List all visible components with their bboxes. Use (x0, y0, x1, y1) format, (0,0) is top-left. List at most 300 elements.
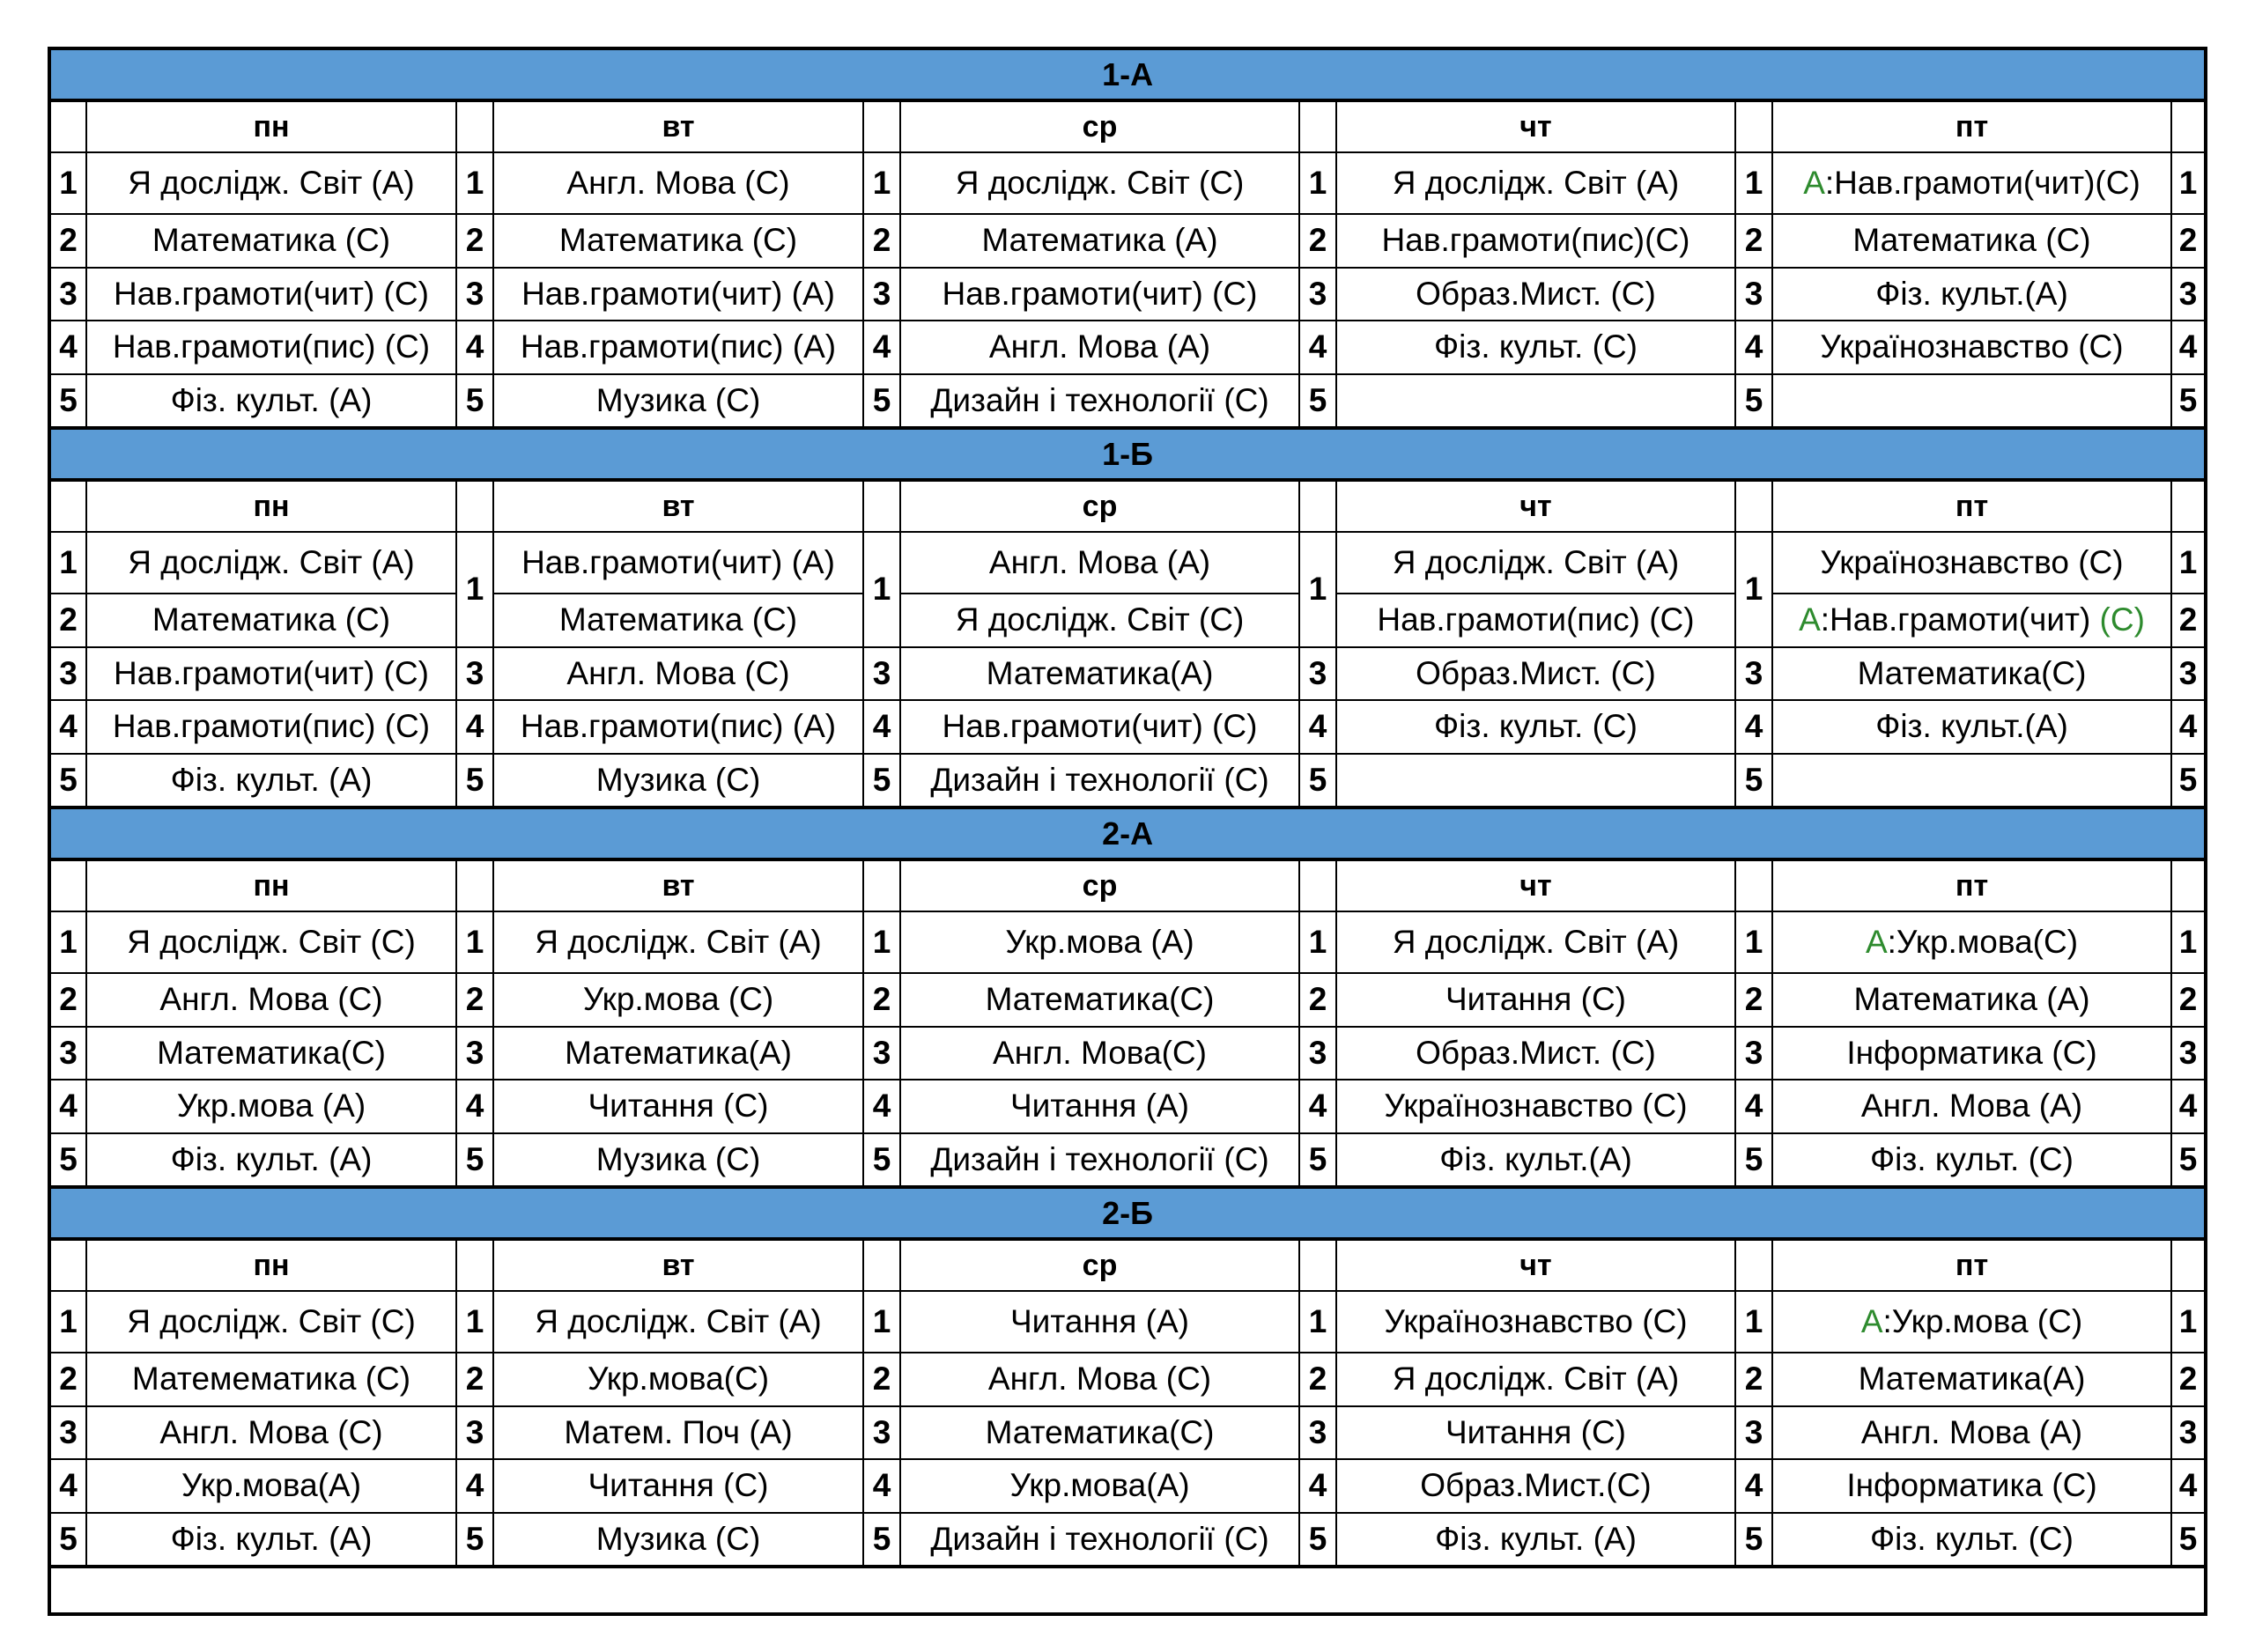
subject-cell (900, 1459, 1299, 1513)
subject-text: Математика (А) (981, 222, 1218, 259)
subject-cell (1772, 1513, 2171, 1567)
subject-text: Читання (С) (1445, 1413, 1626, 1450)
subject-cell (1772, 374, 2171, 429)
period-number-header (49, 859, 86, 911)
subject-text: Укр.мова(С) (587, 1361, 770, 1398)
day-header-пн: пн (86, 480, 456, 532)
subject-text: Читання (А) (1010, 1303, 1189, 1339)
period-number: 4 (863, 321, 900, 374)
period-number-header (2171, 859, 2206, 911)
period-number: 5 (49, 1513, 86, 1567)
period-number: 2 (1299, 973, 1336, 1027)
subject-cell (900, 1406, 1299, 1460)
subject-cell (900, 1080, 1299, 1133)
subject-cell (86, 911, 456, 973)
subject-cell (493, 268, 863, 321)
day-header-пн: пн (86, 1239, 456, 1291)
class-banner-row (49, 48, 2206, 100)
subject-cell (493, 152, 863, 214)
period-number: 4 (1299, 1459, 1336, 1513)
subject-text: Дизайн і технології (С) (930, 761, 1269, 798)
subject-text: Математика (С) (558, 222, 798, 259)
subject-cell (900, 700, 1299, 754)
period-number: 3 (2171, 268, 2206, 321)
subject-text: Англ. Мова (А) (1860, 1413, 2083, 1450)
lesson-row (49, 1291, 2206, 1353)
lesson-row (49, 1406, 2206, 1460)
day-header-ср: ср (900, 859, 1299, 911)
day-header-ср: ср (900, 480, 1299, 532)
subject-cell (493, 973, 863, 1027)
subject-text: Матемематика (С) (131, 1361, 411, 1398)
period-number: 3 (1299, 1406, 1336, 1460)
day-header-row (49, 480, 2206, 532)
subject-text: Нав.грамоти(пис) (С) (112, 708, 431, 745)
subject-text: Фіз. культ. (С) (1434, 328, 1638, 365)
period-number: 5 (456, 1513, 493, 1567)
subject-text: Читання (С) (1445, 981, 1626, 1018)
subject-cell (1336, 321, 1735, 374)
period-number: 2 (2171, 594, 2206, 647)
subject-cell (86, 1406, 456, 1460)
subject-cell (86, 754, 456, 808)
period-number-header (1299, 1239, 1336, 1291)
subject-text: :Нав.грамоти(чит) (1820, 601, 2100, 638)
period-number: 5 (1735, 754, 1772, 808)
subject-text: Фіз. культ.(А) (1875, 708, 2068, 745)
subject-text: Математика(А) (565, 1034, 792, 1071)
subject-cell (900, 1027, 1299, 1080)
day-header-чт: чт (1336, 1239, 1735, 1291)
day-header-пн: пн (86, 859, 456, 911)
subject-text: Музика (С) (595, 761, 761, 798)
period-number: 3 (1735, 268, 1772, 321)
period-number-header (456, 859, 493, 911)
subject-cell (900, 754, 1299, 808)
period-number: 3 (49, 1027, 86, 1080)
lesson-row (49, 1080, 2206, 1133)
subject-text: Образ.Мист.(С) (1420, 1467, 1652, 1504)
period-number: 1 (1735, 1291, 1772, 1353)
subject-text: Нав.грамоти(чит) (А) (521, 544, 835, 580)
period-number: 3 (456, 1027, 493, 1080)
period-number-header (49, 100, 86, 152)
period-number: 2 (49, 594, 86, 647)
subject-cell (1336, 754, 1735, 808)
subject-cell (493, 1353, 863, 1406)
empty-cell (49, 1567, 2206, 1614)
subject-text: Нав.грамоти(чит) (С) (114, 654, 429, 691)
subject-cell (493, 911, 863, 973)
class-name: 2-Б (49, 1187, 2206, 1239)
period-number-header (49, 480, 86, 532)
subject-cell (900, 1513, 1299, 1567)
class-name: 1-A (49, 48, 2206, 100)
subject-cell (493, 1133, 863, 1188)
subject-text: Я дослідж. Світ (А) (1392, 924, 1680, 960)
period-number-header (863, 859, 900, 911)
period-number: 1 (49, 1291, 86, 1353)
subject-cell (1772, 1459, 2171, 1513)
subject-cell (1772, 1133, 2171, 1188)
subject-cell (900, 1291, 1299, 1353)
subject-cell (86, 1027, 456, 1080)
lesson-row (49, 532, 2206, 594)
day-header-row (49, 1239, 2206, 1291)
period-number: 4 (49, 700, 86, 754)
subject-cell (900, 152, 1299, 214)
subject-text: Інформатика (С) (1846, 1467, 2097, 1504)
subject-cell (86, 214, 456, 268)
day-header-ср: ср (900, 1239, 1299, 1291)
period-number: 2 (863, 1353, 900, 1406)
subject-text: Укр.мова(А) (181, 1467, 362, 1504)
lesson-row (49, 1353, 2206, 1406)
subject-text: Дизайн і технології (С) (930, 1520, 1269, 1557)
subject-text: Фіз. культ. (А) (170, 381, 373, 418)
day-header-пт: пт (1772, 480, 2171, 532)
period-number: 3 (863, 268, 900, 321)
period-number: 1 (2171, 911, 2206, 973)
subject-cell (1336, 214, 1735, 268)
period-number: 3 (2171, 1406, 2206, 1460)
period-number: 4 (1735, 321, 1772, 374)
subject-cell (1336, 700, 1735, 754)
period-number: 5 (2171, 1513, 2206, 1567)
subject-text: Образ.Мист. (С) (1416, 654, 1656, 691)
subject-cell (493, 374, 863, 429)
subject-cell (1336, 268, 1735, 321)
subject-text: Нав.грамоти(чит) (С) (942, 708, 1258, 745)
subject-text: :Укр.мова(С) (1887, 924, 2079, 960)
subject-text: Читання (А) (1010, 1088, 1189, 1125)
subject-cell (86, 374, 456, 429)
period-number: 5 (49, 374, 86, 429)
period-number: 2 (49, 214, 86, 268)
subject-cell (1772, 700, 2171, 754)
period-number: 4 (1735, 700, 1772, 754)
subject-text: Читання (С) (588, 1467, 769, 1504)
period-number: 3 (1299, 647, 1336, 701)
period-number: 3 (2171, 1027, 2206, 1080)
subject-text: Англ. Мова (А) (988, 328, 1211, 365)
period-number: 1 (2171, 152, 2206, 214)
period-number: 5 (1735, 1513, 1772, 1567)
period-number: 5 (1299, 1133, 1336, 1188)
period-number: 3 (1735, 647, 1772, 701)
subject-cell (1772, 268, 2171, 321)
subject-cell (86, 594, 456, 647)
subject-text: Українознавство (С) (1384, 1088, 1688, 1125)
subject-text: Я дослідж. Світ (А) (1392, 165, 1680, 201)
subject-cell (1336, 1513, 1735, 1567)
period-number: 3 (49, 647, 86, 701)
subject-text: Дизайн і технології (С) (930, 381, 1269, 418)
lesson-row (49, 754, 2206, 808)
subject-cell (1772, 1080, 2171, 1133)
period-number: 2 (1299, 1353, 1336, 1406)
period-number: 3 (863, 647, 900, 701)
period-number: 2 (456, 973, 493, 1027)
subject-text: Фіз. культ. (А) (170, 1520, 373, 1557)
subject-cell (1772, 152, 2171, 214)
subject-cell (1336, 1080, 1735, 1133)
subject-cell (1336, 911, 1735, 973)
period-number: 1 (863, 1291, 900, 1353)
subject-cell (900, 268, 1299, 321)
period-number: 2 (2171, 1353, 2206, 1406)
lesson-row (49, 594, 2206, 647)
period-number: 3 (863, 1406, 900, 1460)
subject-cell (1336, 1291, 1735, 1353)
period-number: 4 (456, 700, 493, 754)
period-number: 5 (1299, 374, 1336, 429)
subject-text: Нав.грамоти(чит) (А) (521, 275, 835, 312)
period-number: 1 (456, 152, 493, 214)
period-number: 3 (49, 1406, 86, 1460)
lesson-row (49, 321, 2206, 374)
subject-cell (493, 1291, 863, 1353)
period-number: 4 (2171, 1080, 2206, 1133)
class-name: 1-Б (49, 428, 2206, 480)
subject-text: Інформатика (С) (1846, 1034, 2097, 1071)
subject-cell (493, 1406, 863, 1460)
period-number: 1 (49, 532, 86, 594)
subject-text: Читання (С) (588, 1088, 769, 1125)
subject-cell (1336, 1406, 1735, 1460)
period-number: 4 (863, 1080, 900, 1133)
subject-cell (1336, 1353, 1735, 1406)
period-number-header (2171, 480, 2206, 532)
period-number: 4 (1299, 321, 1336, 374)
period-number: 4 (49, 321, 86, 374)
lesson-row (49, 911, 2206, 973)
day-header-вт: вт (493, 480, 863, 532)
subject-cell (493, 700, 863, 754)
period-number: 4 (863, 1459, 900, 1513)
period-number-header (1299, 480, 1336, 532)
subject-text: Фіз. культ.(А) (1875, 275, 2068, 312)
lesson-row (49, 1459, 2206, 1513)
period-number-header (2171, 1239, 2206, 1291)
subject-text: :Нав.грамоти(чит)(С) (1824, 165, 2140, 201)
lesson-row (49, 214, 2206, 268)
subject-cell (900, 973, 1299, 1027)
subject-cell (1772, 754, 2171, 808)
day-header-ср: ср (900, 100, 1299, 152)
period-number: 4 (49, 1080, 86, 1133)
subject-text: Музика (С) (595, 381, 761, 418)
subject-text: Я дослідж. Світ (С) (127, 924, 416, 960)
period-number: 4 (49, 1459, 86, 1513)
period-number: 3 (49, 268, 86, 321)
period-number: 1 (1299, 911, 1336, 973)
lesson-row (49, 700, 2206, 754)
period-number: 2 (863, 214, 900, 268)
class-banner-row (49, 428, 2206, 480)
period-number: 4 (2171, 1459, 2206, 1513)
day-header-чт: чт (1336, 859, 1735, 911)
period-number: 3 (1299, 268, 1336, 321)
subject-cell (1336, 152, 1735, 214)
period-number: 2 (456, 1353, 493, 1406)
subject-text: Англ. Мова (С) (159, 981, 383, 1018)
period-number: 4 (2171, 700, 2206, 754)
period-number: 1 (1735, 532, 1772, 647)
subject-text: Фіз. культ. (А) (170, 1140, 373, 1177)
subject-text: Я дослідж. Світ (А) (128, 544, 415, 580)
subject-cell (1772, 532, 2171, 594)
period-number-header (1735, 859, 1772, 911)
period-number: 1 (863, 532, 900, 647)
subject-text: Нав.грамоти(пис) (А) (520, 328, 837, 365)
subject-cell (900, 647, 1299, 701)
class-banner-row (49, 1187, 2206, 1239)
subject-cell (493, 1459, 863, 1513)
subject-cell (1772, 647, 2171, 701)
period-number: 1 (2171, 532, 2206, 594)
period-number: 5 (456, 1133, 493, 1188)
period-number: 1 (1299, 152, 1336, 214)
subject-text: Математика (А) (1853, 981, 2090, 1018)
subject-cell (493, 647, 863, 701)
subject-text: Англ. Мова (С) (566, 654, 790, 691)
period-number: 5 (863, 1133, 900, 1188)
subject-text: Українознавство (С) (1384, 1303, 1688, 1339)
subject-text: Я дослідж. Світ (С) (955, 165, 1245, 201)
subject-green-text: А (1860, 1303, 1883, 1339)
subject-text: :Укр.мова (С) (1882, 1303, 2083, 1339)
period-number: 5 (456, 374, 493, 429)
period-number: 1 (49, 152, 86, 214)
subject-cell (86, 647, 456, 701)
subject-text: Я дослідж. Світ (А) (535, 924, 822, 960)
lesson-row (49, 152, 2206, 214)
period-number: 4 (1299, 1080, 1336, 1133)
day-header-пт: пт (1772, 859, 2171, 911)
period-number-header (1735, 480, 1772, 532)
subject-text: Математика(С) (985, 981, 1215, 1018)
subject-text: Фіз. культ. (С) (1434, 708, 1638, 745)
subject-text: Я дослідж. Світ (А) (1392, 544, 1680, 580)
period-number: 5 (2171, 754, 2206, 808)
subject-text: Нав.грамоти(чит) (С) (114, 275, 429, 312)
period-number: 5 (49, 754, 86, 808)
day-header-вт: вт (493, 1239, 863, 1291)
period-number: 3 (1735, 1406, 1772, 1460)
period-number: 5 (456, 754, 493, 808)
subject-text: Математика (С) (558, 601, 798, 638)
subject-text: Нав.грамоти(пис) (А) (520, 708, 837, 745)
subject-green-text: А (1803, 165, 1825, 201)
period-number-header (1735, 100, 1772, 152)
subject-text: Англ. Мова (С) (987, 1361, 1212, 1398)
lesson-row (49, 1133, 2206, 1188)
period-number: 2 (1735, 973, 1772, 1027)
subject-text: Англ. Мова(С) (993, 1034, 1207, 1071)
period-number: 1 (49, 911, 86, 973)
subject-cell (86, 1353, 456, 1406)
period-number: 2 (863, 973, 900, 1027)
period-number: 2 (2171, 973, 2206, 1027)
subject-cell (86, 321, 456, 374)
subject-cell (1336, 973, 1735, 1027)
period-number: 3 (863, 1027, 900, 1080)
subject-cell (900, 594, 1299, 647)
subject-cell (86, 268, 456, 321)
subject-cell (493, 321, 863, 374)
subject-cell (86, 700, 456, 754)
subject-text: Математика(А) (986, 654, 1214, 691)
subject-cell (1772, 1291, 2171, 1353)
subject-text: Математика(А) (1858, 1361, 2086, 1398)
day-header-пт: пт (1772, 1239, 2171, 1291)
subject-cell (1772, 973, 2171, 1027)
lesson-row (49, 374, 2206, 429)
period-number: 5 (1299, 754, 1336, 808)
subject-cell (1772, 1353, 2171, 1406)
period-number-header (1735, 1239, 1772, 1291)
subject-text: Нав.грамоти(пис)(С) (1381, 222, 1690, 259)
subject-cell (900, 1133, 1299, 1188)
subject-text: Математика(С) (1857, 654, 2087, 691)
subject-cell (493, 1513, 863, 1567)
subject-text: Фіз. культ. (С) (1870, 1140, 2074, 1177)
period-number: 1 (456, 911, 493, 973)
subject-cell (86, 1459, 456, 1513)
class-banner-row (49, 808, 2206, 859)
period-number: 4 (456, 321, 493, 374)
subject-cell (86, 532, 456, 594)
day-header-чт: чт (1336, 480, 1735, 532)
subject-cell (86, 973, 456, 1027)
subject-text: Англ. Мова (С) (566, 165, 790, 201)
period-number: 5 (863, 1513, 900, 1567)
period-number: 5 (1735, 374, 1772, 429)
period-number: 1 (456, 532, 493, 647)
schedule-table (48, 47, 2207, 1616)
lesson-row (49, 1513, 2206, 1567)
subject-cell (1336, 1459, 1735, 1513)
day-header-row (49, 859, 2206, 911)
subject-text: Фіз. культ. (С) (1870, 1520, 2074, 1557)
subject-text: Математика (С) (1852, 222, 2091, 259)
subject-text: Укр.мова (А) (1005, 924, 1194, 960)
subject-text: Англ. Мова (А) (1860, 1088, 2083, 1125)
period-number: 2 (49, 973, 86, 1027)
subject-cell (1772, 214, 2171, 268)
period-number: 5 (49, 1133, 86, 1188)
subject-cell (1772, 911, 2171, 973)
lesson-row (49, 973, 2206, 1027)
subject-text: Фіз. культ. (А) (170, 761, 373, 798)
period-number: 4 (863, 700, 900, 754)
period-number-header (456, 1239, 493, 1291)
subject-cell (900, 911, 1299, 973)
period-number-header (863, 480, 900, 532)
subject-green-text: А (1799, 601, 1821, 638)
day-header-чт: чт (1336, 100, 1735, 152)
subject-cell (900, 1353, 1299, 1406)
subject-cell (1336, 532, 1735, 594)
subject-text: Математика(С) (985, 1413, 1215, 1450)
period-number-header (49, 1239, 86, 1291)
period-number: 2 (2171, 214, 2206, 268)
period-number: 2 (1735, 1353, 1772, 1406)
lesson-row (49, 647, 2206, 701)
period-number: 5 (863, 754, 900, 808)
day-header-пн: пн (86, 100, 456, 152)
